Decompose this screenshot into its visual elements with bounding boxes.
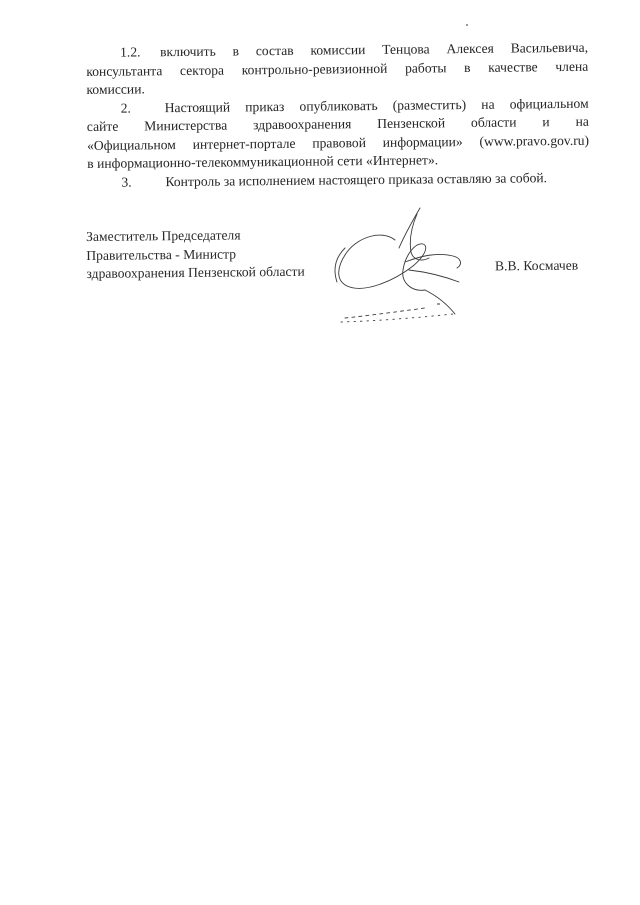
paragraph-item-3 (87, 168, 589, 192)
scan-speck (466, 24, 468, 26)
paragraph-item-2 (87, 94, 590, 173)
item-number: 2. (120, 100, 131, 116)
paragraph-line: Настоящий приказ опубликовать (разместить) на официальном (164, 95, 589, 115)
item-number: 3. (121, 174, 132, 190)
position-line: Заместитель Председателя (86, 227, 241, 244)
paragraph-line: комиссии. (86, 81, 145, 97)
signer-name: В.В. Космачев (494, 257, 579, 274)
paragraph-line: консультанта сектора контрольно-ревизионной работы в качестве члена (86, 58, 589, 79)
item-number: 1.2. (120, 44, 141, 60)
order-body-text (86, 39, 590, 192)
paragraph-item-1-2 (86, 39, 589, 100)
scan-speck (437, 303, 440, 305)
position-line: здравоохранения Пензенской области (86, 263, 305, 281)
paragraph-line: включить в состав комиссии Тенцова Алексея Васильевича, (160, 39, 589, 60)
position-line: Правительства - Министр (86, 245, 237, 263)
paragraph-line: сайте Министерства здравоохранения Пензенской области и на (86, 113, 589, 134)
paragraph-line: «Официальном интернет-портале правовой информации» (www.pravo.gov.ru) (86, 132, 590, 153)
paragraph-line: в информационно-телекоммуникационной сети «Интернет». (87, 152, 439, 171)
handwritten-signature (325, 200, 475, 330)
paragraph-line: Контроль за исполнением настоящего приказа оставляю за собой. (165, 169, 548, 189)
